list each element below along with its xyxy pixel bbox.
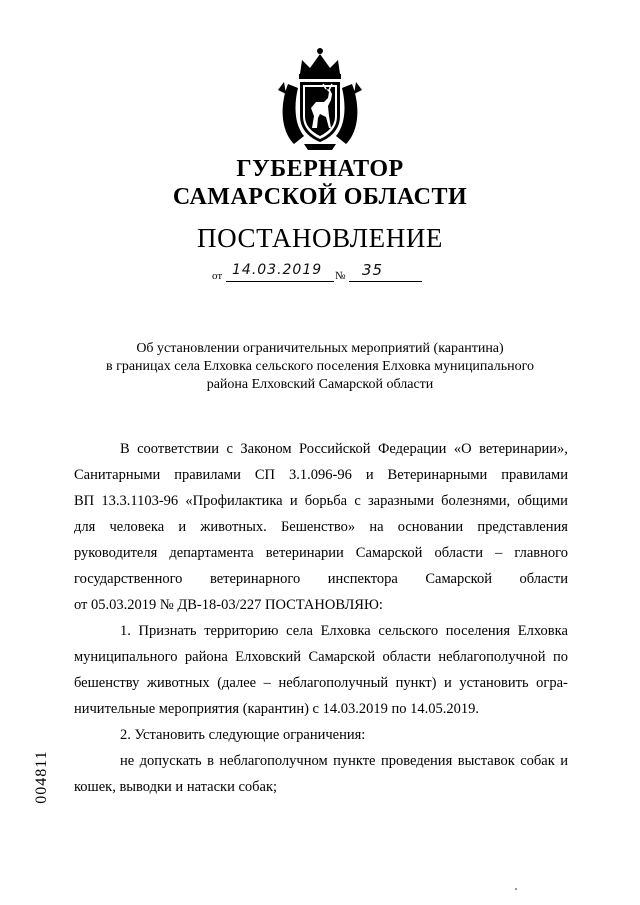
word: Елховка <box>517 623 568 639</box>
word: с <box>354 493 361 509</box>
word: заразными <box>367 493 434 509</box>
word: проведения <box>380 753 453 769</box>
paragraph-line <box>74 462 568 488</box>
date-prefix: от <box>212 270 223 282</box>
word: основании <box>397 519 464 535</box>
word: Самарской <box>308 649 376 665</box>
word: ветеринарного <box>209 571 301 587</box>
word: допускать <box>139 753 202 769</box>
organization-title-line2: САМАРСКОЙ ОБЛАСТИ <box>172 184 468 210</box>
word: Самарской <box>425 571 492 587</box>
word: – <box>263 675 271 691</box>
word: Елховка <box>320 623 371 639</box>
word: огра- <box>536 675 568 691</box>
word: не <box>120 753 135 769</box>
handwritten-date: 14.03.2019 <box>232 262 323 278</box>
word: области <box>519 571 568 587</box>
document-subject <box>60 340 580 394</box>
word: СП <box>254 467 276 483</box>
number-prefix: № <box>335 270 346 282</box>
word: животных. <box>200 519 267 535</box>
word: животных <box>146 675 210 691</box>
word: правилами <box>501 467 568 483</box>
paragraph-line: 2. Установить следующие ограничения: <box>120 727 366 743</box>
handwritten-number: 35 <box>362 261 384 279</box>
word: В <box>120 441 130 457</box>
document-type-title: ПОСТАНОВЛЕНИЕ <box>196 223 444 253</box>
word: в <box>207 753 214 769</box>
word: Бешенство» <box>280 519 356 535</box>
word: Санитарными <box>74 467 161 483</box>
side-serial-number <box>30 732 54 822</box>
word: выставок <box>457 753 515 769</box>
word: и <box>365 467 374 483</box>
word: пункт) <box>395 675 437 691</box>
word: «Профилактика <box>185 493 283 509</box>
number-underline <box>349 281 422 282</box>
word: правилами <box>174 467 241 483</box>
word: неблагополучном <box>219 753 328 769</box>
word: борьба <box>304 493 348 509</box>
word: Елховский <box>235 649 302 665</box>
organization-title-line1: ГУБЕРНАТОР <box>236 156 404 182</box>
date-number-line <box>212 260 432 284</box>
word: неблагополучной <box>438 649 546 665</box>
word: собак <box>520 753 555 769</box>
word: болезнями, <box>441 493 511 509</box>
word: поселения <box>445 623 511 639</box>
word: 13.3.1103-96 <box>101 493 179 509</box>
paragraph-line <box>74 748 568 774</box>
paragraph-line: кошек, выводки и натаски собак; <box>74 779 278 795</box>
word: человека <box>109 519 165 535</box>
word: района <box>184 649 228 665</box>
document-body <box>74 436 568 800</box>
word: (далее <box>217 675 257 691</box>
word: и <box>178 519 187 535</box>
word: села <box>286 623 313 639</box>
word: ВП <box>74 493 95 509</box>
paragraph-line <box>74 436 568 462</box>
word: ветеринарии», <box>479 441 568 457</box>
word: с <box>226 441 233 457</box>
word: муниципального <box>74 649 178 665</box>
paragraph-line <box>74 514 568 540</box>
word: и <box>560 753 568 769</box>
word: «О <box>453 441 472 457</box>
word: представления <box>477 519 568 535</box>
word: инспектора <box>327 571 398 587</box>
word: ветеринарии <box>265 545 344 561</box>
word: для <box>74 519 96 535</box>
word: 3.1.096-96 <box>289 467 352 483</box>
word: на <box>369 519 384 535</box>
paragraph-line: ничительные мероприятия (карантин) с 14.03.2019 по 14.05.2019. <box>74 701 479 717</box>
word: неблагополучный <box>278 675 389 691</box>
word: пункте <box>333 753 376 769</box>
word: департамента <box>169 545 254 561</box>
word: области <box>434 545 483 561</box>
word: Ветеринарными <box>387 467 488 483</box>
word: по <box>552 649 568 665</box>
paragraph-line <box>74 670 568 696</box>
word: области <box>382 649 431 665</box>
word: соответствии <box>137 441 220 457</box>
word: Федерации <box>377 441 447 457</box>
side-serial-number-text: 004811 <box>33 750 50 804</box>
paragraph-line <box>74 618 568 644</box>
scan-mark <box>515 888 517 890</box>
word: территорию <box>204 623 279 639</box>
word: главного <box>514 545 568 561</box>
word: бешенству <box>74 675 140 691</box>
word: установить <box>459 675 529 691</box>
word: 1. <box>120 623 131 639</box>
word: государственного <box>74 571 183 587</box>
subject-line: в границах села Елховка сельского поселения Елховка муниципального <box>105 359 535 374</box>
word: общими <box>517 493 568 509</box>
paragraph-line <box>74 488 568 514</box>
word: Законом <box>240 441 292 457</box>
date-underline <box>226 281 334 282</box>
word: и <box>444 675 452 691</box>
paragraph-line <box>74 566 568 592</box>
word: Российской <box>299 441 371 457</box>
word: сельского <box>378 623 439 639</box>
paragraph-line <box>74 540 568 566</box>
subject-line: Об установлении ограничительных мероприятий (карантина) <box>136 341 504 356</box>
word: руководителя <box>74 545 158 561</box>
word: и <box>289 493 298 509</box>
word: – <box>495 545 503 561</box>
samara-coat-of-arms-icon <box>274 44 366 152</box>
paragraph-line: от 05.03.2019 № ДВ-18-03/227 ПОСТАНОВЛЯЮ: <box>74 597 383 613</box>
subject-line: района Елховский Самарской области <box>206 377 434 392</box>
paragraph-line <box>74 644 568 670</box>
word: Самарской <box>355 545 423 561</box>
word: Признать <box>138 623 197 639</box>
